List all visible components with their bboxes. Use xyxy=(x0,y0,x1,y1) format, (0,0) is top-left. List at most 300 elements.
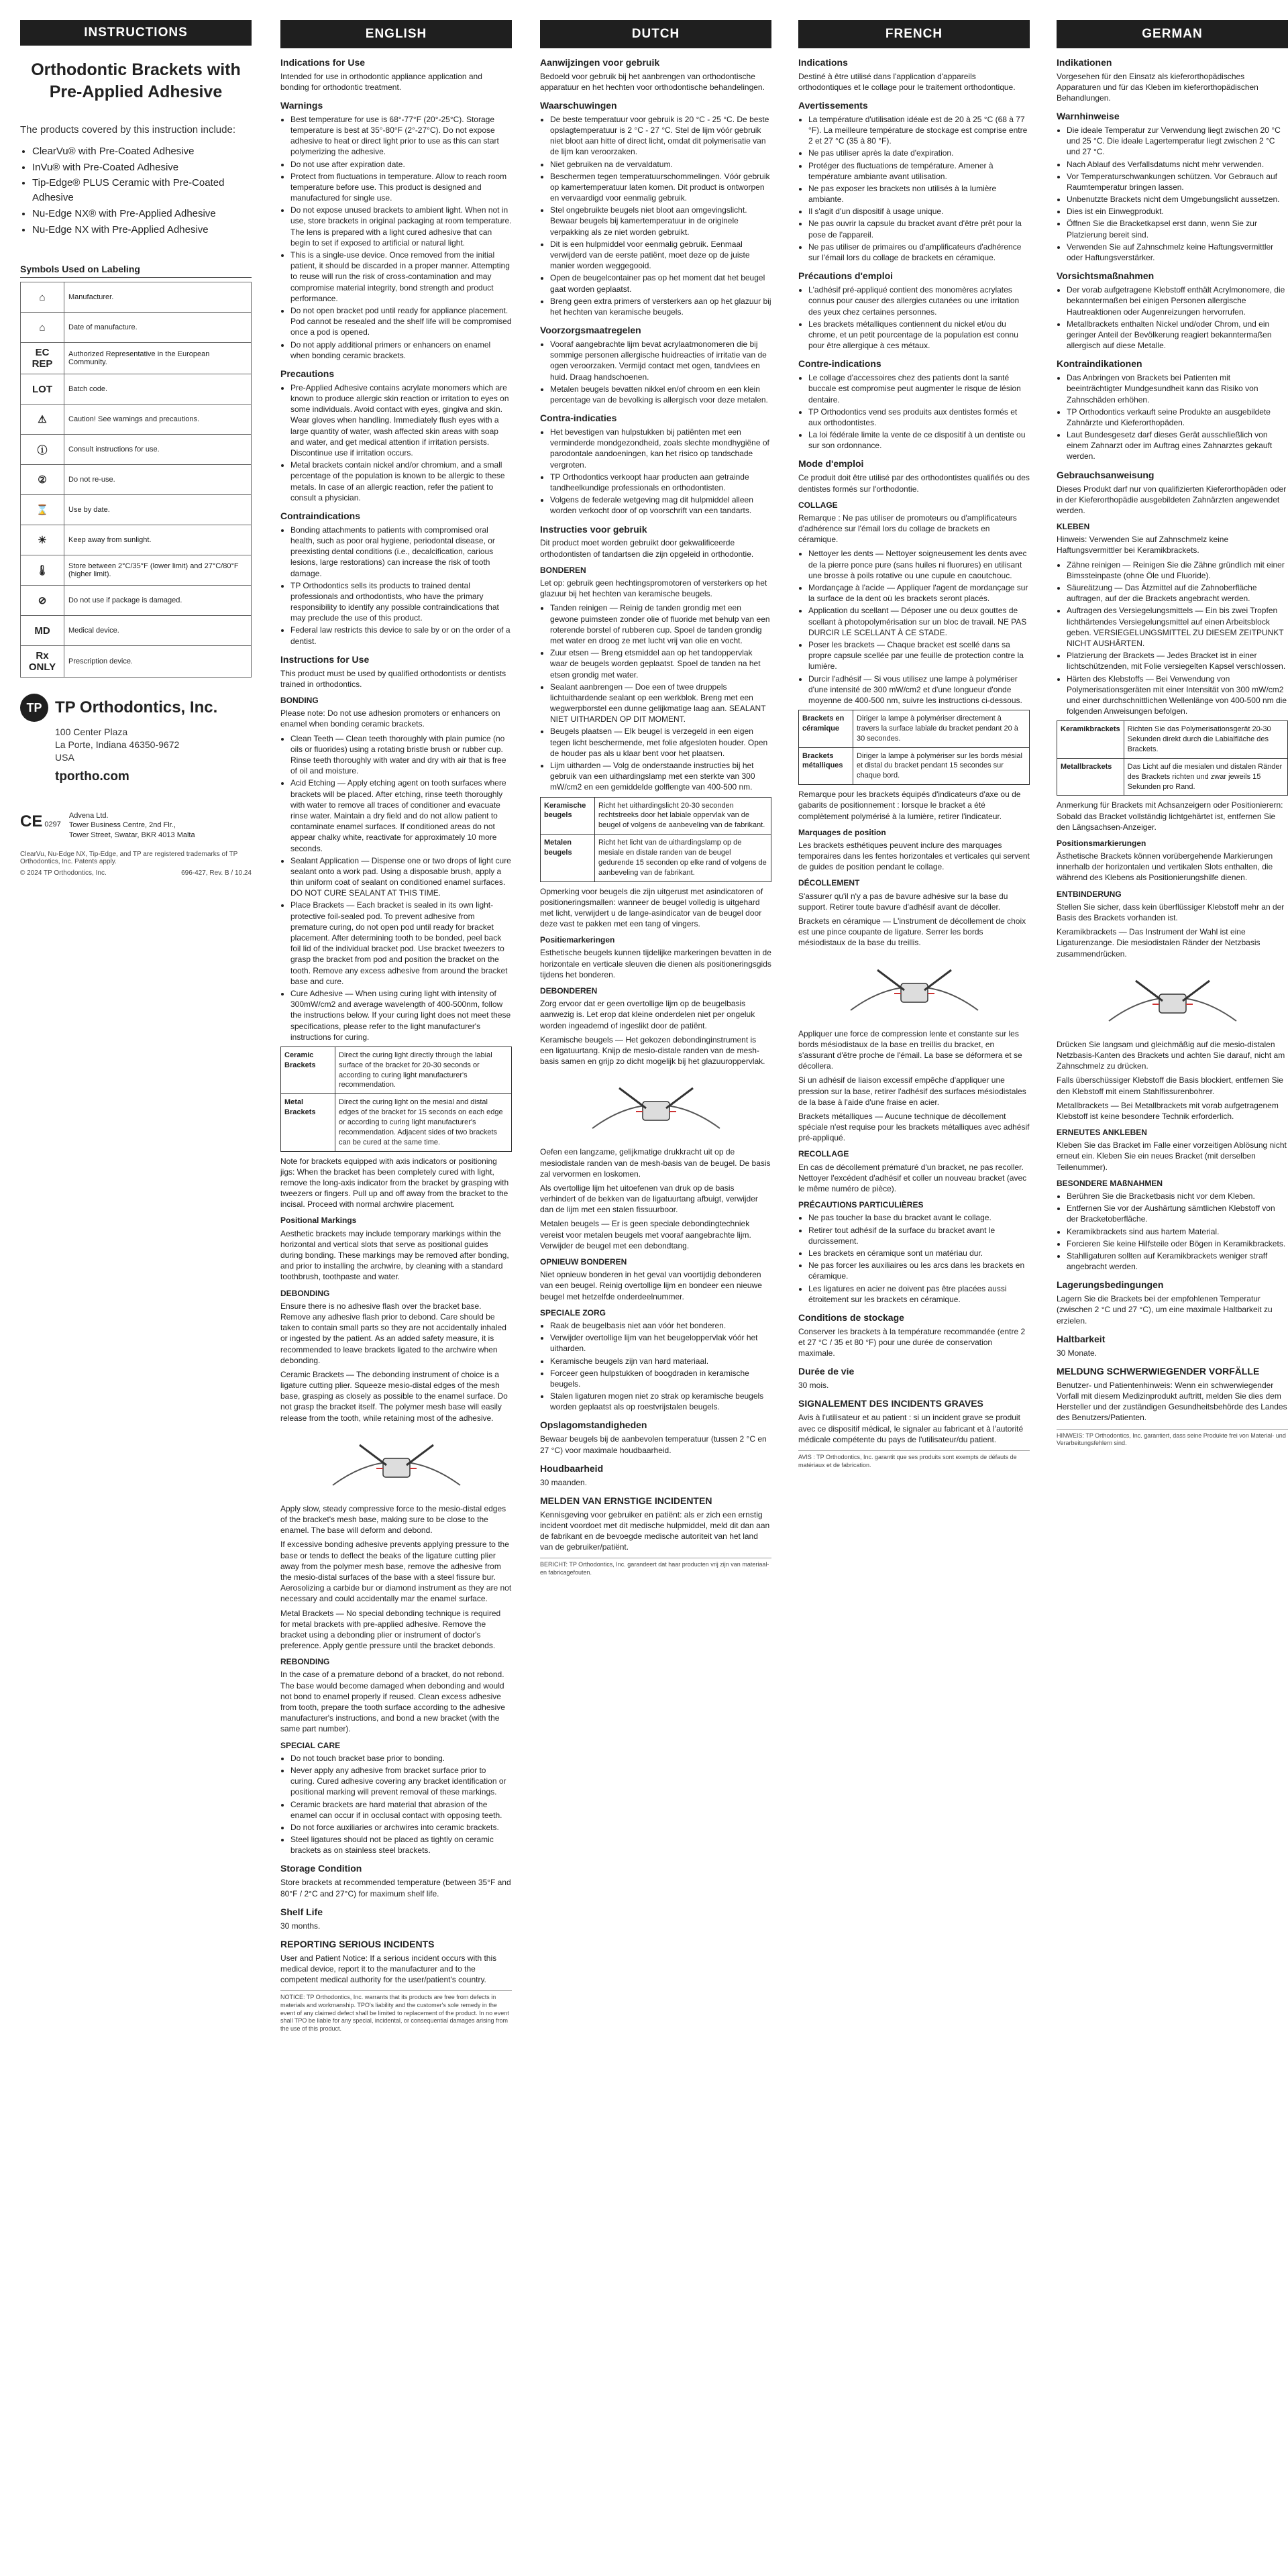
debond-ceramic-text: Brackets en céramique — L'instrument de décollement de choix est une pince coupante de ligature. Serrer les bords mésiodistaux de la base du treillis. xyxy=(798,916,1026,948)
special-care-item: • Stahlligaturen sollten auf Keramikbrackets weniger straff angebracht werden. xyxy=(1067,1250,1288,1272)
bonding-step-list xyxy=(540,602,771,792)
address-line: La Porte, Indiana 46350-9672 xyxy=(55,739,180,751)
warning-list xyxy=(280,114,512,361)
warning-item: • Protéger des fluctuations de température. Amener à température ambiante avant utilisation. xyxy=(808,160,1030,182)
special-care-item: • Forceer geen hulpstukken of boogdraden in keramische beugels. xyxy=(550,1368,771,1389)
warning-item: • Nach Ablauf des Verfallsdatums nicht mehr verwenden. xyxy=(1067,159,1288,170)
special-care-item: • Do not force auxiliaries or archwires into ceramic brackets. xyxy=(290,1822,512,1833)
shelf-life-text: 30 mois. xyxy=(798,1381,829,1391)
special-care-item: • Verwijder overtollige lijm van het beugeloppervlak vóór het uitharden. xyxy=(550,1332,771,1354)
heading-precautions: Vorsichtsmaßnahmen xyxy=(1057,270,1155,282)
heading-positional: Marquages de position xyxy=(798,827,886,837)
symbol-icon: MD xyxy=(21,616,64,646)
special-care-item: • Ne pas toucher la base du bracket avant le collage. xyxy=(808,1212,1030,1223)
debond-figure xyxy=(1095,967,1250,1031)
instructions-intro: Dieses Produkt darf nur von qualifizierten Kieferorthopäden oder in der Kieferorthopädie ausgebildeten Zahnärzten angewendet werden. xyxy=(1057,484,1287,515)
heading-indications: Indications for Use xyxy=(280,56,366,68)
bonding-step-item: • Application du scellant — Déposer une ou deux gouttes de scellant à photopolymérisation sur un bloc de travail. NE PAS DURCIR LE SCELLANT À CE STADE. xyxy=(808,605,1030,638)
cure-row xyxy=(799,710,1030,748)
warning-item: • Ne pas utiliser après la date d'expiration. xyxy=(808,148,1030,158)
warning-item: • Do not open bracket pod until ready for appliance placement. Pod cannot be resealed and the shelf life will be compromised once a pod is opened. xyxy=(290,305,512,338)
notice-text: HINWEIS: TP Orthodontics, Inc. garantiert, dass seine Produkte frei von Material- und Verarbeitungsfehlern sind. xyxy=(1057,1429,1288,1448)
indications-text: Destiné à être utilisé dans l'application d'appareils orthodontiques et le collage pour le traitement orthodontique. xyxy=(798,71,1016,92)
column-french xyxy=(798,20,1030,1469)
shelf-life-text: 30 months. xyxy=(280,1921,321,1931)
special-care-list xyxy=(1057,1191,1288,1272)
symbol-label: Manufacturer. xyxy=(64,282,252,313)
positional-text: Esthetische beugels kunnen tijdelijke markeringen bevatten in de horizontale en verticale sleuven die dienen als positioneringsgids tijdens het bonderen. xyxy=(540,948,771,979)
doc-code: 696-427, Rev. B / 10.24 xyxy=(181,869,252,877)
warning-item: • Niet gebruiken na de vervaldatum. xyxy=(550,159,771,170)
positional-text: Les brackets esthétiques peuvent inclure des marquages temporaires dans les fentes horizontales et verticales qui servent de guides de position pendant le collage. xyxy=(798,840,1030,872)
copyright: © 2024 TP Orthodontics, Inc. xyxy=(20,869,107,877)
contraindication-item: • La loi fédérale limite la vente de ce dispositif à un dentiste ou sur son ordonnance. xyxy=(808,429,1030,451)
address-line: USA xyxy=(55,752,74,763)
debond-extra-text: If excessive bonding adhesive prevents applying pressure to the base or tends to deflect the beaks of the ligature cutting plier away from the polymer mesh base, remove the adhesive from the mesio-distal surfaces of the base with a steel fissure bur. Aerosolizing a carbide bur or diamond instrument as they are not necessary and could accidentally mar the enamel surface. xyxy=(280,1540,512,1604)
figure-caption: Appliquer une force de compression lente et constante sur les bords mésiodistaux de la base en treillis du bracket, en s'assurant d'être proche de l'émail. La base se déformera et se décollera. xyxy=(798,1028,1022,1071)
language-banner: FRENCH xyxy=(798,20,1030,48)
contraindication-item: • TP Orthodontics vend ses produits aux dentistes formés et aux orthodontistes. xyxy=(808,407,1030,428)
warning-item: • Breng geen extra primers of versterkers aan op het glazuur bij het hechten van keramische beugels. xyxy=(550,296,771,317)
bonding-step-item: • Mordançage à l'acide — Appliquer l'agent de mordançage sur la surface de la dent où les brackets seront placés. xyxy=(808,582,1030,604)
heading-indications: Indikationen xyxy=(1057,56,1112,68)
precaution-list xyxy=(1057,284,1288,351)
cure-bracket-type: Keramische beugels xyxy=(541,797,595,835)
heading-shelf-life: Shelf Life xyxy=(280,1906,323,1917)
special-care-list xyxy=(540,1320,771,1413)
instructions-intro: Dit product moet worden gebruikt door gekwalificeerde orthodontisten of tandartsen die zijn opgeleid in orthodontie. xyxy=(540,538,754,559)
debonding-text: Stellen Sie sicher, dass kein überflüssiger Klebstoff mehr an der Basis des Brackets vorhanden ist. xyxy=(1057,902,1285,923)
column-german xyxy=(1057,20,1288,1448)
symbol-row xyxy=(21,313,252,343)
heading-precautions: Voorzorgsmaatregelen xyxy=(540,325,641,336)
rebonding-text: Niet opnieuw bonderen in het geval van voortijdig debonderen van een beugel. Reinig overtollige lijm en bondeer een nieuwe beugel met hetzelfde onderdeelnummer. xyxy=(540,1270,762,1301)
heading-warnings: Waarschuwingen xyxy=(540,99,617,111)
heading-instructions: Instructions for Use xyxy=(280,653,370,665)
storage-text: Store brackets at recommended temperature (between 35°F and 80°F / 2°C and 27°C) for maximum shelf life. xyxy=(280,1878,511,1898)
reporting-text: Benutzer- und Patientenhinweis: Wenn ein schwerwiegender Vorfall mit diesem Medizinprodukt auftritt, melden Sie dies dem Hersteller und der zuständigen Gesundheitsbehörde des Landes des Benutzers/Patienten. xyxy=(1057,1380,1287,1423)
debond-metal-text: Metalen beugels — Er is geen speciale debondingtechniek vereist voor metalen beugels met vooraf aangebrachte lijm. Verwijder de beugel met een debondtang. xyxy=(540,1219,751,1250)
indications-text: Vorgesehen für den Einsatz als kieferorthopädisches Apparaturen und für das Kleben im kieferorthopädischen Behandlungen. xyxy=(1057,71,1258,103)
special-care-item: • Stalen ligaturen mogen niet zo strak op keramische beugels worden geplaatst als op roestvrijstalen beugels. xyxy=(550,1391,771,1412)
warning-item: • Vor Temperaturschwankungen schützen. Vor Gebrauch auf Raumtemperatur bringen lassen. xyxy=(1067,171,1288,193)
precaution-item: • Metal brackets contain nickel and/or chromium, and a small percentage of the population is known to be allergic to these metals. In case of an allergic reaction, refer the patient to consult a physician. xyxy=(290,460,512,503)
symbol-icon: ⌛ xyxy=(21,495,64,525)
symbol-row xyxy=(21,405,252,435)
precaution-item: • Metalen beugels bevatten nikkel en/of chroom en een klein percentage van de bevolking is allergisch voor deze metalen. xyxy=(550,384,771,405)
heading-rebonding: RECOLLAGE xyxy=(798,1149,849,1159)
precaution-item: • Der vorab aufgetragene Klebstoff enthält Acrylmonomere, die bekanntermaßen bei einigen Personen allergische Hautreaktionen oder Augenreizungen hervorrufen. xyxy=(1067,284,1288,317)
warning-item: • Ne pas ouvrir la capsule du bracket avant d'être prêt pour la pose de l'appareil. xyxy=(808,218,1030,239)
cure-bracket-type: Metallbrackets xyxy=(1057,758,1124,796)
precaution-item: • L'adhésif pré-appliqué contient des monomères acrylates connus pour causer des allergies cutanées ou une irritation des yeux chez certaines personnes. xyxy=(808,284,1030,317)
bonding-step-item: • Nettoyer les dents — Nettoyer soigneusement les dents avec de la pierre ponce pure (sans huiles ni fluorures) en utilisant une brosse à poils rotative ou une cupule en caoutchouc. xyxy=(808,548,1030,581)
cure-instruction: Direct the curing light on the mesial and distal edges of the bracket for 15 seconds on each edge or according to curing light manufacturer's recommendation. Adjacent sides of two brackets can be cured at the same time. xyxy=(335,1094,512,1151)
cure-bracket-type: Keramikbrackets xyxy=(1057,721,1124,759)
bonding-step-item: • Beugels plaatsen — Elk beugel is verzegeld in een eigen tegen licht beschermende, met folie afgesloten houder. Open de houder pas als u klaar bent voor het plaatsen. xyxy=(550,726,771,759)
product-item: • ClearVu® with Pre-Coated Adhesive xyxy=(32,144,252,159)
warning-item: • Stel ongebruikte beugels niet bloot aan omgevingslicht. Bewaar beugels bij kamertemperatuur in de originele verpakking als ze niet worden gebruikt. xyxy=(550,205,771,237)
symbol-label: Consult instructions for use. xyxy=(64,435,252,465)
symbol-row xyxy=(21,282,252,313)
indications-text: Intended for use in orthodontic appliance application and bonding for orthodontic treatment. xyxy=(280,71,482,92)
cure-bracket-type: Ceramic Brackets xyxy=(281,1046,335,1093)
heading-rebonding: REBONDING xyxy=(280,1657,330,1667)
bonding-step-item: • Auftragen des Versiegelungsmittels — Ein bis zwei Tropfen lichthärtendes Versiegelungsmittel auf einen Arbeitsblock geben. VERSIEGELUNGSMITTEL ZU DIESEM ZEITPUNKT NICHT AUSHÄRTEN. xyxy=(1067,605,1288,649)
product-item: • Nu-Edge NX® with Pre-Applied Adhesive xyxy=(32,207,252,221)
debond-extra-text: Als overtollige lijm het uitoefenen van druk op de basis verhindert of de bekken van de ligatuurtang afbuigt, verwijder dan de lijm met een stalen fissuurboor. xyxy=(540,1183,758,1215)
storage-text: Lagern Sie die Brackets bei der empfohlenen Temperatur (zwischen 2 °C und 27 °C), um eine maximale Haltbarkeit zu erzielen. xyxy=(1057,1294,1273,1326)
warning-item: • Best temperature for use is 68°-77°F (20°-25°C). Storage temperature is best at 35°-80°F (2°-27°C). Do not expose adhesive to heat or direct light prior to use as this can start polymerizing the adhesive. xyxy=(290,114,512,158)
company-website[interactable]: tportho.com xyxy=(55,769,129,784)
symbol-row xyxy=(21,495,252,525)
cure-row xyxy=(281,1094,512,1151)
warning-item: • Dit is een hulpmiddel voor eenmalig gebruik. Eenmaal verwijderd van de eerste patiënt, moet deze op de juiste manier worden weggegooid. xyxy=(550,239,771,272)
symbol-label: Authorized Representative in the European Community. xyxy=(64,343,252,374)
contraindication-item: • Federal law restricts this device to sale by or on the order of a dentist. xyxy=(290,625,512,646)
language-banner: ENGLISH xyxy=(280,20,512,48)
heading-instructions: Gebrauchsanweisung xyxy=(1057,469,1155,480)
heading-warnings: Warnings xyxy=(280,99,323,111)
symbol-row xyxy=(21,435,252,465)
symbol-row xyxy=(21,586,252,616)
warning-item: • Beschermen tegen temperatuurschommelingen. Vóór gebruik op kamertemperatuur laten komen. Dit product is ontworpen en vervaardigd voor eenmalig gebruik. xyxy=(550,171,771,204)
symbol-row xyxy=(21,374,252,405)
contraindication-item: • TP Orthodontics verkauft seine Produkte an ausgebildete Zahnärzte und Kieferorthopäden. xyxy=(1067,407,1288,428)
warning-item: • La température d'utilisation idéale est de 20 à 25 °C (68 à 77 °F). La meilleure température de stockage est comprise entre 2 et 27 °C (35 à 80 °F). xyxy=(808,114,1030,147)
cure-instruction: Das Licht auf die mesialen und distalen Ränder des Brackets richten und zwar jeweils 15 Sekunden pro Rand. xyxy=(1124,758,1287,796)
debond-extra-text: Falls überschüssiger Klebstoff die Basis blockiert, entfernen Sie den Klebstoff mit einem Stahlfissurenbohrer. xyxy=(1057,1075,1283,1096)
special-care-item: • Do not touch bracket base prior to bonding. xyxy=(290,1753,512,1764)
warning-item: • Ne pas exposer les brackets non utilisés à la lumière ambiante. xyxy=(808,183,1030,205)
heading-bonding: KLEBEN xyxy=(1057,522,1090,532)
column-english xyxy=(280,20,512,2033)
contraindication-item: • TP Orthodontics verkoopt haar producten aan getrainde tandheelkundige professionals en orthodontisten. xyxy=(550,472,771,493)
positional-text: Aesthetic brackets may include temporary markings within the horizontal and vertical slots that serve as positional guides during bonding. These markings may be removed after bonding, and prior to installing the archwire, by cleaning with a standard toothbrush, toothpaste and water. xyxy=(280,1228,509,1282)
symbol-label: Medical device. xyxy=(64,616,252,646)
product-item: • Nu-Edge NX with Pre-Applied Adhesive xyxy=(32,223,252,237)
heading-contraindications: Contre-indications xyxy=(798,358,881,370)
warning-item: • Do not apply additional primers or enhancers on enamel when bonding ceramic brackets. xyxy=(290,339,512,361)
debonding-text: Ensure there is no adhesive flash over the bracket base. Remove any adhesive flash prior to debond. Care should be taken to contain small parts so they are not accidentally inhaled or ingested by the patient. As an added safety measure, it is recommended to leave brackets ligated to the archwire when debonding. xyxy=(280,1301,506,1365)
contraindication-item: • TP Orthodontics sells its products to trained dental professionals and orthodontists, who have the primary responsibility to identify any possible contraindications that may preclude the use of this product. xyxy=(290,580,512,624)
symbol-icon: ☀ xyxy=(21,525,64,555)
heading-reporting: MELDEN VAN ERNSTIGE INCIDENTEN xyxy=(540,1495,712,1506)
debond-illustration xyxy=(798,957,1030,1020)
debond-figure xyxy=(319,1432,474,1495)
heading-contraindications: Kontraindikationen xyxy=(1057,358,1142,370)
symbol-label: Store between 2°C/35°F (lower limit) and 27°C/80°F (higher limit). xyxy=(64,555,252,586)
contraindication-list xyxy=(1057,372,1288,462)
precaution-list xyxy=(540,339,771,405)
shelf-life-text: 30 Monate. xyxy=(1057,1348,1097,1358)
warning-item: • Do not expose unused brackets to ambient light. When not in use, store brackets in original packaging at room temperature. The lens is prepared with a light cured adhesive that can begin to set if exposed to artificial or natural light. xyxy=(290,205,512,248)
symbol-label: Do not use if package is damaged. xyxy=(64,586,252,616)
company-block xyxy=(20,694,252,877)
heading-storage: Storage Condition xyxy=(280,1863,362,1874)
storage-text: Conserver les brackets à la température recommandée (entre 2 et 27 °C / 35 et 80 °F) pour une durée de conservation maximale. xyxy=(798,1326,1026,1358)
debond-figure xyxy=(837,957,991,1020)
figure-caption: Apply slow, steady compressive force to the mesio-distal edges of the bracket's mesh base, making sure to be close to the enamel. The base will deform and debond. xyxy=(280,1503,506,1536)
cure-row xyxy=(1057,721,1288,759)
rebonding-text: In the case of a premature debond of a bracket, do not rebond. The base would become damaged when debonding and would not bond to enamel properly if reused. Clean excess adhesive from tooth, prepare the tooth surface according to the adhesive manufacturer's instructions, and bond a new bracket (with the same part number). xyxy=(280,1670,505,1734)
cure-table xyxy=(540,797,771,882)
notice-text: BERICHT: TP Orthodontics, Inc. garandeert dat haar producten vrij zijn van materiaal- en fabricagefouten. xyxy=(540,1558,771,1576)
address-line: 100 Center Plaza xyxy=(55,727,128,738)
heading-contraindications: Contra-indicaties xyxy=(540,413,617,424)
bonding-step-item: • Säureätzung — Das Ätzmittel auf die Zahnoberfläche auftragen, auf der die Brackets angebracht werden. xyxy=(1067,582,1288,604)
symbol-label: Keep away from sunlight. xyxy=(64,525,252,555)
symbol-icon: Rx ONLY xyxy=(21,646,64,678)
ec-rep-line: Tower Street, Swatar, BKR 4013 Malta xyxy=(68,830,195,839)
contraindication-list xyxy=(280,525,512,647)
rebonding-text: Kleben Sie das Bracket im Falle einer vorzeitigen Ablösung nicht erneut ein. Kleben Sie ein neues Bracket (mit derselben Teilenummer). xyxy=(1057,1140,1287,1172)
cure-bracket-type: Brackets en céramique xyxy=(799,710,853,748)
reporting-text: Avis à l'utilisateur et au patient : si un incident grave se produit avec ce dispositif médical, le signaler au fabricant et à l'autorité médicale compétente du pays de l'utilisateur/du patient. xyxy=(798,1413,1024,1444)
symbol-label: Batch code. xyxy=(64,374,252,405)
debond-metal-text: Metallbrackets — Bei Metallbrackets mit vorab aufgetragenem Klebstoff ist keine besondere Technik erforderlich. xyxy=(1057,1100,1279,1121)
cure-table xyxy=(280,1046,512,1152)
contraindication-list xyxy=(798,372,1030,451)
symbol-row xyxy=(21,525,252,555)
debond-illustration xyxy=(280,1432,512,1495)
company-address xyxy=(55,726,252,764)
heading-bonding: BONDEREN xyxy=(540,565,586,575)
special-care-item: • Ne pas forcer les auxiliaires ou les arcs dans les brackets en céramique. xyxy=(808,1260,1030,1281)
cure-table xyxy=(798,710,1030,785)
debond-ceramic-text: Keramikbrackets — Das Instrument der Wahl ist eine Ligaturenzange. Die mesiodistalen Ränder der Netzbasis zusammendrücken. xyxy=(1057,927,1260,959)
contraindication-item: • Le collage d'accessoires chez des patients dont la santé buccale est compromise peut augmenter le risque de lésion dentaire. xyxy=(808,372,1030,405)
cure-bracket-type: Brackets métalliques xyxy=(799,747,853,785)
ec-rep-address xyxy=(69,811,195,840)
bonding-step-item: • Sealant aanbrengen — Doe een of twee druppels lichtuithardende sealant op een werkblok. Breng met een wegwerpborstel een dunne gelijkmatige laag aan. SEALANT NIET UITHARDEN OP DIT MOMENT. xyxy=(550,682,771,725)
cure-instruction: Diriger la lampe à polymériser sur les bords mésial et distal du bracket pendant 15 secondes sur chaque bord. xyxy=(853,747,1030,785)
debond-figure xyxy=(579,1075,733,1138)
product-list xyxy=(20,144,252,237)
symbol-icon: ⊘ xyxy=(21,586,64,616)
precaution-list xyxy=(798,284,1030,351)
instructions-banner: INSTRUCTIONS xyxy=(20,20,252,46)
company-logo-icon: TP xyxy=(20,694,48,722)
warning-item: • Dies ist ein Einwegprodukt. xyxy=(1067,206,1288,217)
cure-instruction: Richten Sie das Polymerisationsgerät 20-30 Sekunden direkt durch die Labialfläche des Brackets. xyxy=(1124,721,1287,759)
ce-mark-icon: CE xyxy=(20,812,43,830)
heading-debonding: DEBONDING xyxy=(280,1288,330,1298)
cure-instruction: Richt het licht van de uithardingslamp op de mesiale en distale randen van de beugel gedurende 15 seconden op elke rand of volgens de aanbeveling van de fabrikant. xyxy=(595,835,771,881)
contraindication-list xyxy=(540,427,771,517)
cure-row xyxy=(541,835,771,881)
symbol-label: Prescription device. xyxy=(64,646,252,678)
ce-number: 0297 xyxy=(44,820,61,828)
cure-row xyxy=(799,747,1030,785)
heading-bonding: BONDING xyxy=(280,696,319,706)
rebonding-text: En cas de décollement prématuré d'un bracket, ne pas recoller. Nettoyer l'excédent d'adhésif et coller un nouveau bracket (avec le même numéro de pièce). xyxy=(798,1162,1027,1194)
heading-contraindications: Contraindications xyxy=(280,510,361,521)
instructions-intro: Ce produit doit être utilisé par des orthodontistes qualifiés ou des dentistes formés sur l'orthodontie. xyxy=(798,473,1030,494)
company-name: TP Orthodontics, Inc. xyxy=(55,698,218,717)
bonding-note: Please note: Do not use adhesion promoters or enhancers on enamel when bonding ceramic brackets. xyxy=(280,708,500,729)
warning-item: • Do not use after expiration date. xyxy=(290,159,512,170)
heading-reporting: MELDUNG SCHWERWIEGENDER VORFÄLLE xyxy=(1057,1365,1260,1377)
heading-instructions: Instructies voor gebruik xyxy=(540,523,647,535)
product-item: • InVu® with Pre-Coated Adhesive xyxy=(32,160,252,175)
symbol-icon: EC REP xyxy=(21,343,64,374)
heading-reporting: SIGNALEMENT DES INCIDENTS GRAVES xyxy=(798,1398,983,1409)
symbol-icon: ⌂ xyxy=(21,313,64,343)
contraindication-item: • Volgens de federale wetgeving mag dit hulpmiddel alleen worden verkocht door of op voorschrift van een tandarts. xyxy=(550,494,771,516)
bonding-step-item: • Zähne reinigen — Reinigen Sie die Zähne gründlich mit einer Bimssteinpaste (ohne Öle und Fluoride). xyxy=(1067,559,1288,581)
column-dutch xyxy=(540,20,771,1577)
warning-list xyxy=(798,114,1030,263)
heading-special-care: SPECIAL CARE xyxy=(280,1740,341,1750)
heading-precautions: Précautions d'emploi xyxy=(798,270,894,282)
contraindication-item: • Das Anbringen von Brackets bei Patienten mit beeinträchtigter Mundgesundheit kann das Risiko von Zahnschäden erhöhen. xyxy=(1067,372,1288,405)
cure-instruction: Richt het uithardingslicht 20-30 seconden rechtstreeks door het labiale oppervlak van de beugel of volgens de aanbeveling van de fabrikant. xyxy=(595,797,771,835)
bonding-step-item: • Acid Etching — Apply etching agent on tooth surfaces where brackets will be placed. After etching, rinse teeth thoroughly with water to remove all traces of conditioner and evacuate rinse water. Maintain a dry field and do not allow patient to contaminate enamel surfaces. If conditioned areas do not appear chalky white, reactivate for approximately 10 more seconds. xyxy=(290,777,512,853)
debonding-text: Zorg ervoor dat er geen overtollige lijm op de beugelbasis aanwezig is. Let erop dat kleine onderdelen niet per ongeluk worden ingeademd of ingeslikt door de patiënt. xyxy=(540,999,755,1030)
heading-instructions: Mode d'emploi xyxy=(798,458,864,470)
symbol-row xyxy=(21,616,252,646)
precaution-item: • Pre-Applied Adhesive contains acrylate monomers which are known to produce allergic skin reaction or irritation to eyes on some individuals. Avoid contact with eyes, gingiva and skin. Wear gloves when handling. Immediately flush eyes with a large quantity of water, wash affected skin areas with soap and water, and get medical attention if irritation persists. Discontinue use if irritation occurs. xyxy=(290,382,512,458)
special-care-item: • Retirer tout adhésif de la surface du bracket avant le durcissement. xyxy=(808,1225,1030,1246)
heading-special-care: BESONDERE MAßNAHMEN xyxy=(1057,1178,1163,1188)
warning-item: • Unbenutzte Brackets nicht dem Umgebungslicht aussetzen. xyxy=(1067,194,1288,205)
symbol-row xyxy=(21,465,252,495)
bonding-note: Remarque : Ne pas utiliser de promoteurs ou d'amplificateurs d'adhérence sur l'émail lors du collage de brackets en céramique. xyxy=(798,513,1017,545)
special-care-item: • Berühren Sie die Bracketbasis nicht vor dem Kleben. xyxy=(1067,1191,1288,1201)
warning-item: • Öffnen Sie die Bracketkapsel erst dann, wenn Sie zur Platzierung bereit sind. xyxy=(1067,218,1288,239)
figure-caption: Oefen een langzame, gelijkmatige drukkracht uit op de mesiodistale randen van de mesh-basis van de beugel. De basis zal vervormen en loskomen. xyxy=(540,1147,771,1179)
bonding-step-item: • Clean Teeth — Clean teeth thoroughly with plain pumice (no oils or fluorides) using a rotating bristle brush or rubber cup. Rinse teeth thoroughly with water and dry with air that is free of oil and moisture. xyxy=(290,733,512,777)
cure-table xyxy=(1057,720,1288,796)
symbol-icon: ⓘ xyxy=(21,435,64,465)
warning-list xyxy=(540,114,771,317)
special-care-item: • Entfernen Sie vor der Aushärtung sämtlichen Klebstoff von der Bracketoberfläche. xyxy=(1067,1203,1288,1224)
shelf-life-text: 30 maanden. xyxy=(540,1477,588,1487)
notice-text: NOTICE: TP Orthodontics, Inc. warrants that its products are free from defects in materials and workmanship. TPO's liability and the customer's sole remedy in the event of any claimed defect shall be limited to replacement of the product. In no event shall TPO be liable for any special, incidental, or consequential damages arising from the use of this product. xyxy=(280,1990,512,2033)
warning-item: • Ne pas utiliser de primaires ou d'amplificateurs d'adhérence sur l'émail lors du collage de brackets en céramique. xyxy=(808,241,1030,263)
contraindication-item: • Laut Bundesgesetz darf dieses Gerät ausschließlich von einem Zahnarzt oder im Auftrag eines Zahnarztes gekauft werden. xyxy=(1067,429,1288,462)
cure-bracket-type: Metalen beugels xyxy=(541,835,595,881)
bonding-step-item: • Lijm uitharden — Volg de onderstaande instructies bij het gebruik van een uithardingslamp met een sterkte van 300 mW/cm2 en een gemiddelde golflengte van 400-500 nm. xyxy=(550,760,771,793)
heading-rebonding: ERNEUTES ANKLEBEN xyxy=(1057,1128,1147,1138)
bonding-step-list xyxy=(280,733,512,1042)
positional-text: Ästhetische Brackets können vorübergehende Markierungen innerhalb der horizontalen und vertikalen Slots enthalten, die während des Klebens als Positionierungshilfe dienen. xyxy=(1057,851,1273,883)
symbol-row xyxy=(21,555,252,586)
bonding-step-item: • Platzierung der Brackets — Jedes Bracket ist in einer lichtschützenden, mit Folie versiegelten Kapsel verschlossen. xyxy=(1067,650,1288,672)
warning-item: • This is a single-use device. Once removed from the initial patient, it should be discarded in a proper manner. Attempting to reuse will run the risk of cross-contamination and may compromise material integrity, bond strength and product performance. xyxy=(290,250,512,304)
heading-positional: Positiemarkeringen xyxy=(540,935,615,945)
cure-instruction: Direct the curing light directly through the labial surface of the bracket for 20-30 seconds or according to curing light manufacturer's recommendation. xyxy=(335,1046,512,1093)
heading-special-care: SPECIALE ZORG xyxy=(540,1307,606,1318)
symbol-row xyxy=(21,646,252,678)
warning-item: • Protect from fluctuations in temperature. Allow to reach room temperature before use. This product is designed and manufactured for single use. xyxy=(290,171,512,204)
axis-indicator-note: Anmerkung für Brackets mit Achsanzeigern oder Positionierern: Sobald das Bracket vollständig lichtgehärtet ist, entfernen Sie den Längsachsen-Anzeiger. xyxy=(1057,800,1283,832)
bonding-step-list xyxy=(1057,559,1288,717)
precaution-item: • Les brackets métalliques contiennent du nickel et/ou du chrome, et un petit pourcentage de la population est connu pour être allergique à ces métaux. xyxy=(808,319,1030,352)
debond-ceramic-text: Keramische beugels — Het gekozen debondinginstrument is een ligatuurtang. Knijp de mesio-distale randen van de mesh-basis samen en grijp zo dicht mogelijk bij het glazuuroppervlak. xyxy=(540,1034,765,1067)
symbol-icon: 🌡 xyxy=(21,555,64,586)
special-care-item: • Never apply any adhesive from bracket surface prior to curing. Cured adhesive covering any bracket identification or positional marking will prevent removal of these markings. xyxy=(290,1765,512,1798)
heading-warnings: Warnhinweise xyxy=(1057,111,1120,122)
precaution-item: • Metallbrackets enthalten Nickel und/oder Chrom, und ein geringer Anteil der Bevölkerung reagiert bekanntermaßen allergisch auf diese Metalle. xyxy=(1067,319,1288,352)
heading-debonding: ENTBINDERUNG xyxy=(1057,889,1122,899)
cure-bracket-type: Metal Brackets xyxy=(281,1094,335,1151)
reporting-text: User and Patient Notice: If a serious incident occurs with this medical device, report it to the manufacturer and to the competent medical authority for the user/patient's country. xyxy=(280,1953,497,1985)
heading-positional: Positional Markings xyxy=(280,1216,357,1226)
heading-shelf-life: Durée de vie xyxy=(798,1366,855,1377)
warning-item: • Verwenden Sie auf Zahnschmelz keine Haftungsvermittler oder Haftungsverstärker. xyxy=(1067,241,1288,263)
cure-instruction: Diriger la lampe à polymériser directement à travers la surface labiale du bracket pendant 20 à 30 secondes. xyxy=(853,710,1030,748)
special-care-item: • Keramikbrackets sind aus hartem Material. xyxy=(1067,1226,1288,1237)
symbol-icon: LOT xyxy=(21,374,64,405)
axis-indicator-note: Note for brackets equipped with axis indicators or positioning jigs: When the bracket has been completely cured with light, remove the long-axis indicator from the bracket by grasping with tweezers or fingers. Pull up and off away from the bracket to the incisal. Proceed with normal archwire placement. xyxy=(280,1156,509,1210)
bonding-step-item: • Härten des Klebstoffs — Bei Verwendung von Polymerisationsgeräten mit einer Intensität von 300 mW/cm2 und einer durchschnittlichen Wellenlänge von 400-500 nm die folgenden Anweisungen befolgen. xyxy=(1067,674,1288,717)
trademark-text: ClearVu, Nu-Edge NX, Tip-Edge, and TP are registered trademarks of TP Orthodontics, Inc. Patents apply. xyxy=(20,850,238,865)
debond-ceramic-text: Ceramic Brackets — The debonding instrument of choice is a ligature cutting plier. Squeeze mesio-distal edges of the mesh base, grasping as closely as possible to the enamel surface. Do not grasp the bracket itself. The polymer mesh base will easily release from the tooth, while retaining most of the adhesive. xyxy=(280,1369,508,1423)
bonding-step-item: • Cure Adhesive — When using curing light with intensity of 300mW/cm2 and average wavelength of 400-500nm, follow the instructions below. If your curing light does not meet these specifications, please refer to the light manufacturer's instructions for curing. xyxy=(290,988,512,1042)
bonding-step-item: • Zuur etsen — Breng etsmiddel aan op het tandoppervlak waar de beugels worden geplaatst. Spoel de tanden na het etsen grondig met water. xyxy=(550,647,771,680)
special-care-item: • Ceramic brackets are hard material that abrasion of the enamel can occur if in occlusal contact with opposing teeth. xyxy=(290,1799,512,1821)
bonding-step-item: • Durcir l'adhésif — Si vous utilisez une lampe à polymériser d'une intensité de 300 mW/cm2 et d'une longueur d'onde moyenne de 400-500 nm, suivre les instructions ci-dessous. xyxy=(808,674,1030,706)
symbol-label: Date of manufacture. xyxy=(64,313,252,343)
special-care-item: • Steel ligatures should not be placed as tightly on ceramic brackets as on stainless steel brackets. xyxy=(290,1834,512,1856)
reporting-text: Kennisgeving voor gebruiker en patiënt: als er zich een ernstig incident voordoet met dit medische hulpmiddel, meld dit dan aan de fabrikant en de bevoegde medische autoriteit van het land van de gebruiker/patiënt. xyxy=(540,1509,770,1552)
debond-metal-text: Metal Brackets — No special debonding technique is required for metal brackets with pre-applied adhesive. Remove the bracket using a debonding plier or instrument of doctor's preference. Apply gentle pressure until the bracket debonds. xyxy=(280,1608,501,1651)
heading-storage: Conditions de stockage xyxy=(798,1311,904,1323)
warning-item: • De beste temperatuur voor gebruik is 20 °C - 25 °C. De beste opslagtemperatuur is 2 °C - 27 °C. Stel de lijm vóór gebruik niet bloot aan hitte of direct licht, omdat dit polymerisatie van de lijm kan veroorzaken. xyxy=(550,114,771,158)
intro-text: The products covered by this instruction include: xyxy=(20,124,235,136)
bonding-step-item: • Tanden reinigen — Reinig de tanden grondig met een gewone puimsteen zonder olie of fluoride met behulp van een roterende borstel of rubberen cup. Spoel de tanden grondig met water en droog ze met lucht vrij van olie en vocht. xyxy=(550,602,771,646)
language-banner: GERMAN xyxy=(1057,20,1288,48)
heading-special-care: PRÉCAUTIONS PARTICULIÈRES xyxy=(798,1200,924,1210)
indications-text: Bedoeld voor gebruik bij het aanbrengen van orthodontische apparatuur en het hechten voor orthodontische behandelingen. xyxy=(540,71,765,92)
debond-illustration xyxy=(1057,967,1288,1031)
ec-rep-line: Advena Ltd. xyxy=(68,811,109,820)
heading-storage: Opslagomstandigheden xyxy=(540,1419,647,1431)
special-care-item: • Keramische beugels zijn van hard materiaal. xyxy=(550,1356,771,1366)
cure-row xyxy=(1057,758,1288,796)
instructions-intro: This product must be used by qualified orthodontists or dentists trained in orthodontics. xyxy=(280,668,506,689)
cure-row xyxy=(281,1046,512,1093)
bonding-step-item: • Place Brackets — Each bracket is sealed in its own light-protective foil-sealed pod. To prevent adhesive from premature curing, do not open pod until ready for bracket placement. After determining tooth to be bonded, peel back foil lid of the individual bracket pod. Use bracket tweezers to grasp the bracket from pod and position the bracket on the tooth. Remove any excess adhesive from around the bracket base and cure. xyxy=(290,900,512,987)
symbol-label: Do not re-use. xyxy=(64,465,252,495)
warning-item: • Open de beugelcontainer pas op het moment dat het beugel gaat worden geplaatst. xyxy=(550,272,771,294)
notice-text: AVIS : TP Orthodontics, Inc. garantit que ses produits sont exempts de défauts de matériaux et de fabrication. xyxy=(798,1450,1030,1469)
heading-indications: Aanwijzingen voor gebruik xyxy=(540,56,660,68)
symbols-title: Symbols Used on Labeling xyxy=(20,264,252,278)
symbol-label: Use by date. xyxy=(64,495,252,525)
heading-debonding: DÉCOLLEMENT xyxy=(798,878,860,888)
contraindication-item: • Bonding attachments to patients with compromised oral health, such as poor oral hygiene, periodontal disease, or preexisting dental conditions (i.e., decalcification, carious lesions, large restorations) can increase the risk of tooth damage. xyxy=(290,525,512,579)
heading-bonding: COLLAGE xyxy=(798,500,838,510)
cure-row xyxy=(541,797,771,835)
special-care-list xyxy=(798,1212,1030,1305)
heading-rebonding: OPNIEUW BONDEREN xyxy=(540,1257,627,1267)
heading-positional: Positionsmarkierungen xyxy=(1057,838,1146,848)
bonding-step-item: • Poser les brackets — Chaque bracket est scellé dans sa propre capsule scellée par une feuille de protection contre la lumière. xyxy=(808,639,1030,672)
precaution-item: • Vooraf aangebrachte lijm bevat acrylaatmonomeren die bij sommige personen allergische huidreacties of irritatie van de ogen veroorzaken. Vermijd contact met ogen, tandvlees en huid. Draag handschoenen. xyxy=(550,339,771,382)
heading-indications: Indications xyxy=(798,56,848,68)
bonding-step-item: • Sealant Application — Dispense one or two drops of light cure sealant onto a work pad. Using a disposable brush, apply a thin uniform coat of sealant on conditioned enamel surfaces. DO NOT CURE SEALANT AT THIS TIME. xyxy=(290,855,512,899)
figure-caption: Drücken Sie langsam und gleichmäßig auf die mesio-distalen Netzbasis-Kanten des Brackets und achten Sie darauf, nicht am Zahnschmelz zu drücken. xyxy=(1057,1039,1285,1071)
special-care-item: • Les brackets en céramique sont un matériau dur. xyxy=(808,1248,1030,1258)
bonding-step-list xyxy=(798,548,1030,706)
bonding-note: Hinweis: Verwenden Sie auf Zahnschmelz keine Haftungsvermittler bei Keramikbrackets. xyxy=(1057,535,1229,555)
debond-illustration xyxy=(540,1075,771,1138)
heading-reporting: REPORTING SERIOUS INCIDENTS xyxy=(280,1938,435,1949)
symbol-icon: ⚠ xyxy=(21,405,64,435)
